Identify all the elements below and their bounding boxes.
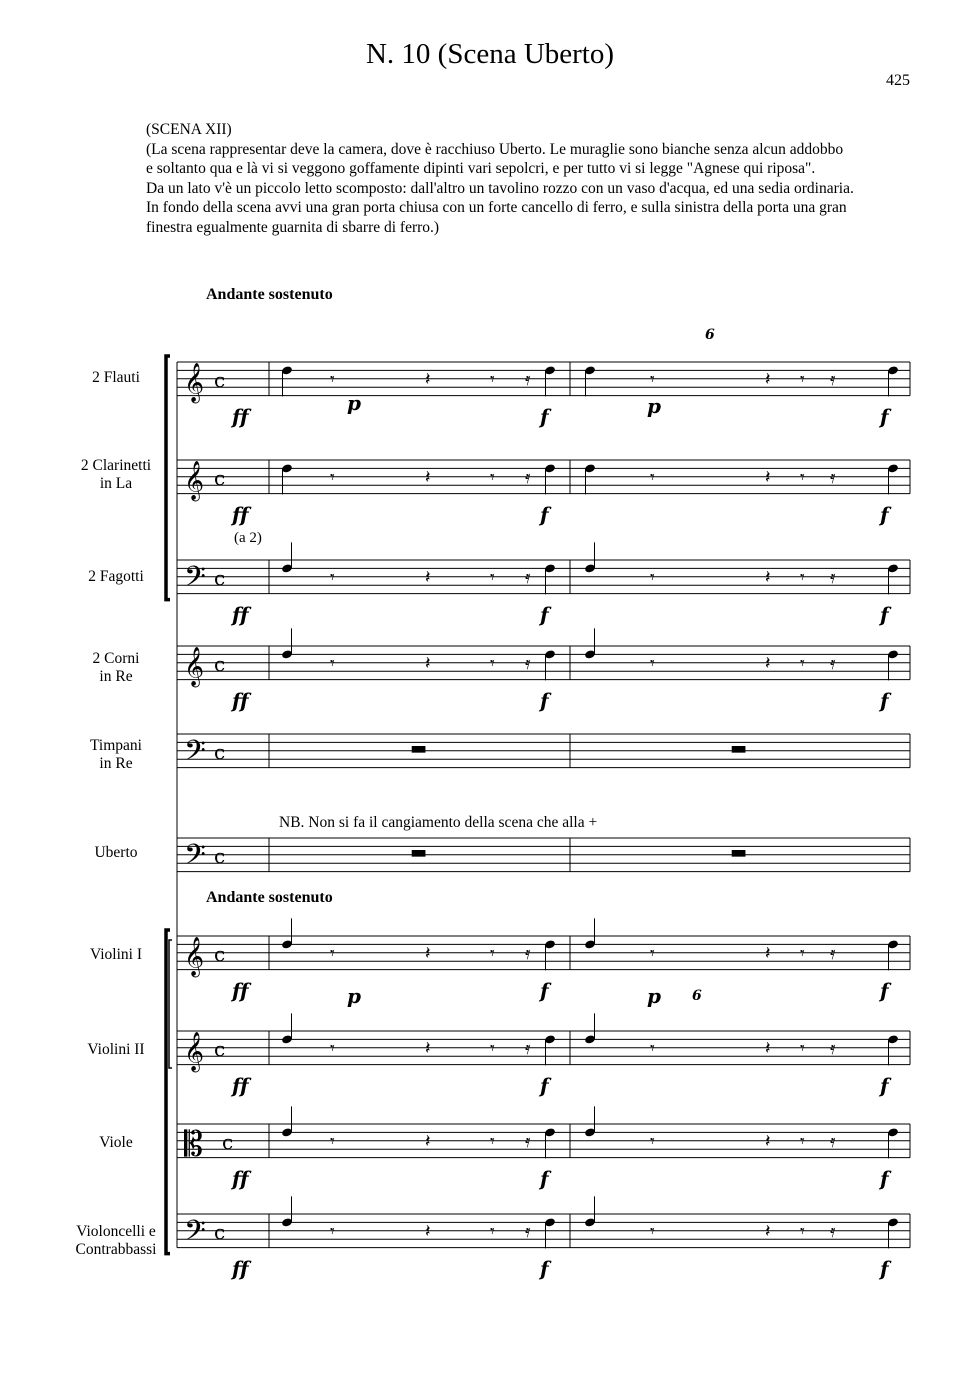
dynamic-mark: f xyxy=(540,602,549,627)
rest-symbol: 𝄾 xyxy=(330,368,335,390)
clef-symbol: 𝄢 xyxy=(184,1214,206,1255)
dynamic-mark: ff xyxy=(232,602,249,627)
rest-symbol: 𝄾 xyxy=(490,942,495,964)
rest-symbol: 𝄾 xyxy=(650,942,655,964)
dynamic-mark: ff xyxy=(232,502,249,527)
rest-symbol: 𝄾 xyxy=(650,1037,655,1059)
rest-symbol: 𝄽 xyxy=(765,1130,771,1152)
a2-marking: (a 2) xyxy=(234,530,262,546)
clef-symbol: 𝄞 xyxy=(184,460,205,501)
rest-symbol: 𝄽 xyxy=(425,1130,431,1152)
rest-symbol: 𝄽 xyxy=(765,652,771,674)
dynamic-mark: p xyxy=(347,391,361,415)
dynamic-mark: ff xyxy=(232,404,249,429)
rest-symbol: 𝄽 xyxy=(765,1037,771,1059)
dynamic-mark: ff xyxy=(232,1073,249,1098)
rest-symbol: 𝄿 xyxy=(525,466,531,488)
time-signature: c xyxy=(214,1037,226,1062)
dynamic-mark: p xyxy=(647,394,661,418)
time-signature: c xyxy=(214,844,226,869)
time-signature: c xyxy=(214,942,226,967)
rest-symbol: 𝄿 xyxy=(525,566,531,588)
instrument-label-viole: Viole xyxy=(99,1134,133,1151)
rest-symbol: 𝄽 xyxy=(765,566,771,588)
rest-symbol: 𝄿 xyxy=(525,652,531,674)
rest-symbol: 𝄿 xyxy=(525,1220,531,1242)
instrument-label-flauti: 2 Flauti xyxy=(92,369,140,386)
clef-symbol: 𝄡 xyxy=(184,1124,203,1165)
time-signature: c xyxy=(214,1220,226,1245)
time-signature: c xyxy=(214,466,226,491)
rest-symbol: 𝄾 xyxy=(800,1220,805,1242)
rest-symbol: 𝄾 xyxy=(330,1037,335,1059)
system-bracket xyxy=(166,356,170,600)
rest-symbol: 𝄽 xyxy=(425,652,431,674)
time-signature: c xyxy=(214,740,226,765)
rest-symbol: 𝄾 xyxy=(800,566,805,588)
rest-symbol: 𝄽 xyxy=(765,368,771,390)
rest-symbol: 𝄾 xyxy=(650,566,655,588)
rest-symbol: 𝄾 xyxy=(490,1130,495,1152)
dynamic-mark: f xyxy=(540,1073,549,1098)
rest-symbol: 𝄽 xyxy=(425,368,431,390)
rest-symbol: 𝄾 xyxy=(490,368,495,390)
dynamic-mark: f xyxy=(540,978,549,1003)
instrument-label-uberto: Uberto xyxy=(94,844,138,861)
rest-symbol: 𝄽 xyxy=(425,466,431,488)
rest-symbol: 𝄾 xyxy=(800,1037,805,1059)
violin-bracket xyxy=(169,940,172,1068)
scene-line: In fondo della scena avvi una gran porta chiusa con un forte cancello di ferro, e sulla sinistra della porta una gran xyxy=(146,199,847,217)
rest-symbol: ▬ xyxy=(410,841,428,863)
rest-symbol: 𝄽 xyxy=(765,942,771,964)
rest-symbol: 𝄽 xyxy=(425,942,431,964)
page-title: N. 10 (Scena Uberto) xyxy=(365,38,615,70)
scene-line: finestra egualmente guarnita di sbarre di ferro.) xyxy=(146,218,440,236)
instrument-label-violini-ii: Violini II xyxy=(87,1041,145,1058)
rest-symbol: 𝄿 xyxy=(830,1130,836,1152)
rest-symbol: 𝄾 xyxy=(330,466,335,488)
rest-symbol: 𝄾 xyxy=(330,566,335,588)
dynamic-mark: f xyxy=(880,978,889,1003)
dynamic-mark: f xyxy=(880,1256,889,1281)
dynamic-mark: ff xyxy=(232,688,249,713)
tuplet-number: 6 xyxy=(705,327,715,343)
clef-symbol: 𝄢 xyxy=(184,734,206,775)
instrument-label-fagotti: 2 Fagotti xyxy=(88,568,144,585)
rest-symbol: 𝄽 xyxy=(425,566,431,588)
dynamic-mark: ff xyxy=(232,1256,249,1281)
rest-symbol: ▬ xyxy=(730,737,748,759)
nb-note: NB. Non si fa il cangiamento della scena che alla + xyxy=(279,814,598,831)
clef-symbol: 𝄢 xyxy=(184,838,206,879)
dynamic-mark: ff xyxy=(232,978,249,1003)
dynamic-mark: f xyxy=(880,1166,889,1191)
rest-symbol: 𝄽 xyxy=(425,1037,431,1059)
time-signature: c xyxy=(214,566,226,591)
rest-symbol: 𝄾 xyxy=(650,652,655,674)
dynamic-mark: f xyxy=(540,688,549,713)
rest-symbol: 𝄾 xyxy=(650,1130,655,1152)
rest-symbol: ▬ xyxy=(410,737,428,759)
tempo-marking-strings: Andante sostenuto xyxy=(206,889,333,906)
rest-symbol: 𝄾 xyxy=(490,1037,495,1059)
dynamic-mark: f xyxy=(880,688,889,713)
clef-symbol: 𝄢 xyxy=(184,560,206,601)
dynamic-mark: f xyxy=(540,1256,549,1281)
instrument-label-violoncelli: Violoncelli e Contrabbassi xyxy=(75,1223,157,1258)
time-signature: c xyxy=(214,368,226,393)
rest-symbol: 𝄾 xyxy=(490,652,495,674)
rest-symbol: 𝄾 xyxy=(650,466,655,488)
scene-line: Da un lato v'è un piccolo letto scomposto: dall'altro un tavolino rozzo con un vaso d'acqua, ed una sedia ordinaria. xyxy=(146,179,854,197)
dynamic-mark: f xyxy=(880,1073,889,1098)
rest-symbol: 𝄿 xyxy=(830,466,836,488)
dynamic-mark: f xyxy=(880,404,889,429)
clef-symbol: 𝄞 xyxy=(184,646,205,687)
instrument-label-timpani: Timpani in Re xyxy=(90,737,142,772)
rest-symbol: 𝄾 xyxy=(330,1220,335,1242)
rest-symbol: 𝄾 xyxy=(650,368,655,390)
rest-symbol: 𝄿 xyxy=(525,1130,531,1152)
rest-symbol: 𝄾 xyxy=(800,466,805,488)
dynamic-mark: ff xyxy=(232,1166,249,1191)
rest-symbol: 𝄿 xyxy=(830,1037,836,1059)
scene-line: (La scena rappresentar deve la camera, dove è racchiuso Uberto. Le muraglie sono bianche senza alcun addobbo xyxy=(146,140,844,158)
dynamic-mark: f xyxy=(880,602,889,627)
rest-symbol: 𝄽 xyxy=(765,1220,771,1242)
rest-symbol: 𝄿 xyxy=(830,566,836,588)
rest-symbol: 𝄾 xyxy=(330,942,335,964)
dynamic-mark: p xyxy=(347,984,361,1008)
rest-symbol: 𝄽 xyxy=(425,1220,431,1242)
clef-symbol: 𝄞 xyxy=(184,1031,205,1072)
rest-symbol: 𝄽 xyxy=(765,466,771,488)
rest-symbol: 𝄾 xyxy=(330,652,335,674)
rest-symbol: 𝄾 xyxy=(330,1130,335,1152)
rest-symbol: 𝄾 xyxy=(490,566,495,588)
time-signature: c xyxy=(222,1130,234,1155)
rest-symbol: 𝄾 xyxy=(490,1220,495,1242)
instrument-label-clarinetti: 2 Clarinetti in La xyxy=(80,457,152,492)
rest-symbol: 𝄿 xyxy=(830,652,836,674)
rest-symbol: 𝄾 xyxy=(490,466,495,488)
dynamic-mark: f xyxy=(540,404,549,429)
dynamic-mark: f xyxy=(880,502,889,527)
rest-symbol: 𝄾 xyxy=(800,652,805,674)
rest-symbol: 𝄿 xyxy=(525,942,531,964)
score-glyphs xyxy=(184,363,899,1255)
page-number: 425 xyxy=(886,72,910,89)
rest-symbol: 𝄾 xyxy=(800,942,805,964)
tempo-marking-top: Andante sostenuto xyxy=(206,286,333,303)
rest-symbol: 𝄿 xyxy=(830,368,836,390)
dynamic-mark: f xyxy=(540,502,549,527)
clef-symbol: 𝄞 xyxy=(184,936,205,977)
rest-symbol: ▬ xyxy=(730,841,748,863)
tuplet-number: 6 xyxy=(692,988,702,1004)
rest-symbol: 𝄿 xyxy=(525,368,531,390)
rest-symbol: 𝄾 xyxy=(800,368,805,390)
dynamic-mark: p xyxy=(647,984,661,1008)
staff-lines xyxy=(166,356,910,1254)
rest-symbol: 𝄿 xyxy=(830,942,836,964)
rest-symbol: 𝄿 xyxy=(525,1037,531,1059)
instrument-label-violini-i: Violini I xyxy=(89,946,143,963)
clef-symbol: 𝄞 xyxy=(184,362,205,403)
dynamic-mark: f xyxy=(540,1166,549,1191)
rest-symbol: 𝄿 xyxy=(830,1220,836,1242)
rest-symbol: 𝄾 xyxy=(800,1130,805,1152)
instrument-label-corni: 2 Corni in Re xyxy=(92,650,140,685)
scene-line: (SCENA XII) xyxy=(146,121,232,138)
time-signature: c xyxy=(214,652,226,677)
rest-symbol: 𝄾 xyxy=(650,1220,655,1242)
scene-line: e soltanto qua e là vi si veggono goffamente dipinti vari sepolcri, e per tutto vi si legge "Agnese qui riposa". xyxy=(146,160,816,178)
